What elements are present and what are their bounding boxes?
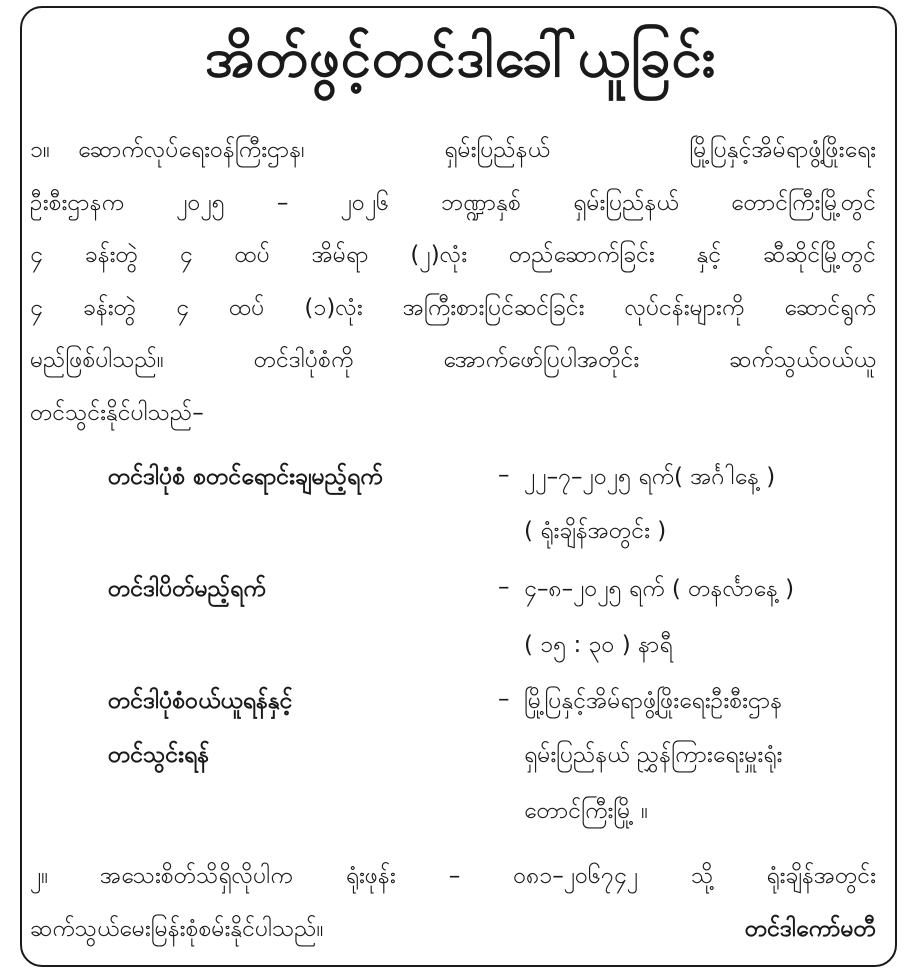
paragraph-2 — [30, 850, 876, 955]
purchase-location-value-3: တောင်ကြီးမြို့ ။ — [524, 798, 649, 824]
sale-start-label: တင်ဒါပုံစံ စတင်ရောင်းချမည့်ရက် — [108, 464, 383, 490]
purchase-location-value: မြို့ပြနှင့်အိမ်ရာဖွံ့ဖြိုးရေးဦးစီးဌာန — [524, 688, 783, 714]
paragraph-2-number: ၂။ — [30, 863, 49, 889]
signature: တင်ဒါကော်မတီ — [744, 915, 876, 942]
sale-start-hours: ( ရုံးချိန်အတွင်း ) — [524, 518, 667, 544]
paragraph-1-line — [30, 334, 876, 387]
closing-date-value: ၄–၈–၂၀၂၅ ရက် ( တနင်္လာနေ့ ) — [524, 576, 795, 602]
paragraph-1-line — [30, 229, 876, 282]
closing-time-value: ( ၁၅ : ၃၀ ) နာရီ — [524, 632, 673, 658]
paragraph-2-text: ဆက်သွယ်မေးမြန်းစုံစမ်းနိုင်ပါသည်။ — [30, 915, 324, 942]
paragraph-1-line — [30, 387, 876, 440]
closing-date-dash: – — [498, 574, 510, 600]
paragraph-1-number: ၁။ — [30, 137, 50, 163]
purchase-location-label: တင်ဒါပုံစံဝယ်ယူရန်နှင့် — [108, 688, 293, 714]
paragraph-1-line — [30, 177, 876, 230]
purchase-location-value-2: ရှမ်းပြည်နယ် ညွှန်ကြားရေးမှူးရုံး — [524, 742, 783, 768]
paragraph-1 — [30, 124, 876, 439]
sale-start-date: ၂၂–၇–၂၀၂၅ ရက်( အင်္ဂါနေ့ ) — [524, 464, 776, 490]
purchase-location-dash: – — [498, 686, 510, 712]
paragraph-2-text: အသေးစိတ်သိရှိလိုပါက ရုံးဖုန်း – ၀၈၁–၂၀၆၇၄၂ သို့ ရုံးချိန်အတွင်း — [100, 863, 876, 889]
paragraph-1-text: ၄ ခန်းတွဲ ၄ ထပ် အိမ်ရာ (၂)လုံး တည်ဆောက်ခြင်း နှင့် ဆီဆိုင်မြို့တွင် — [30, 242, 876, 268]
paragraph-1-text: မည်ဖြစ်ပါသည်။ တင်ဒါပုံစံကို အောက်ဖော်ပြပါအတိုင်း ဆက်သွယ်ဝယ်ယူ — [30, 347, 876, 373]
paragraph-1-line — [30, 124, 876, 177]
notice-title: အိတ်ဖွင့်တင်ဒါခေါ်ယူခြင်း — [204, 26, 717, 89]
paragraph-1-text: ဆောက်လုပ်ရေးဝန်ကြီးဌာန၊ ရှမ်းပြည်နယ် မြို့ပြနှင့်အိမ်ရာဖွံ့ဖြိုးရေး — [78, 137, 876, 163]
paragraph-1-text: တင်သွင်းနိုင်ပါသည်– — [30, 399, 204, 426]
paragraph-2-line — [30, 850, 876, 903]
paragraph-1-text: ၄ ခန်းတွဲ ၄ ထပ် (၁)လုံး အကြီးစားပြင်ဆင်ခြင်း လုပ်ငန်းများကို ဆောင်ရွက် — [30, 294, 876, 321]
paragraph-1-line — [30, 282, 876, 335]
paragraph-1-text: ဦးစီးဌာနက ၂၀၂၅ – ၂၀၂၆ ဘဏ္ဍာနှစ် ရှမ်းပြည်နယ် တောင်ကြီးမြို့တွင် — [30, 189, 876, 216]
paragraph-2-line — [30, 903, 876, 956]
sale-start-dash: – — [498, 462, 510, 488]
purchase-location-label-2: တင်သွင်းရန် — [108, 742, 210, 768]
closing-date-label: တင်ဒါပိတ်မည့်ရက် — [108, 576, 266, 602]
